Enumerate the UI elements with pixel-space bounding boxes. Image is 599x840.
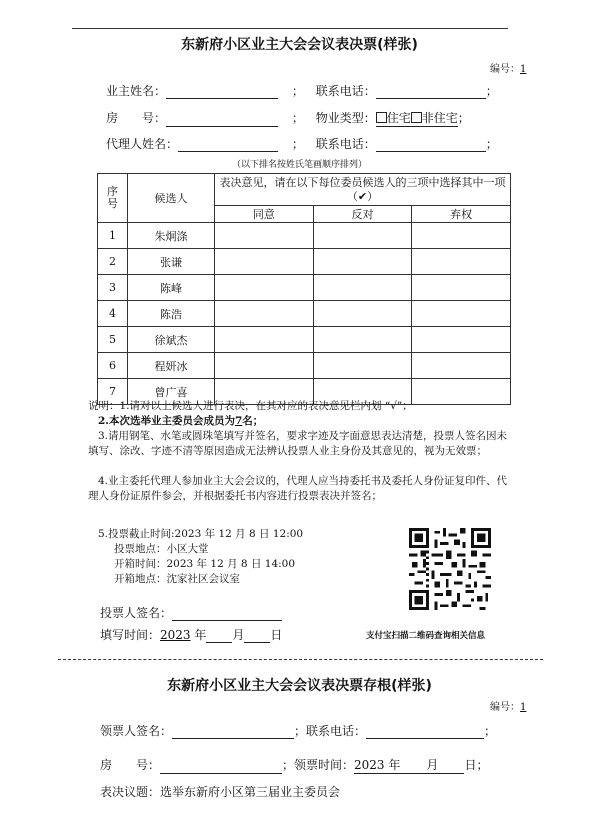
col-agree-header: 同意 (215, 206, 314, 223)
separator: ； (291, 84, 304, 98)
serial-label: 编号： (490, 64, 520, 75)
col-abstain-header: 弃权 (412, 206, 511, 223)
stub-serial-label: 编号： (490, 702, 520, 713)
agent-row (106, 135, 498, 152)
note-4: 4.业主委托代理人参加业主大会会议的，代理人应当持委托书及委托人身份证复印件、代理人身份证原件参会，并根据委托书内容进行投票表决并签名； (88, 475, 508, 502)
agent-name-field[interactable] (178, 139, 278, 152)
voting-place: 投票地点：小区大堂 (114, 543, 209, 555)
room-label: 房 号： (106, 111, 167, 125)
stub-room-field[interactable] (160, 761, 282, 774)
row-number: 2 (98, 249, 128, 275)
oppose-cell[interactable] (313, 275, 412, 301)
year-unit: 年 (388, 758, 401, 772)
agree-cell[interactable] (215, 249, 314, 275)
voter-signature-row (100, 604, 282, 621)
agent-phone-label: 联系电话： (315, 137, 376, 151)
candidate-name: 徐斌杰 (128, 327, 215, 353)
row-number: 3 (98, 275, 128, 301)
voting-deadline: 5.投票截止时间:2023 年 12 月 8 日 12:00 (98, 528, 304, 540)
receiver-phone-field[interactable] (366, 726, 484, 739)
row-number: 5 (98, 327, 128, 353)
separator: ； (291, 111, 304, 125)
table-row (98, 275, 511, 301)
col-opinion-header: 表决意见，请在以下每位委员候选人的三项中选择其中一项（✔） (215, 174, 511, 206)
oppose-cell[interactable] (313, 223, 412, 249)
agree-cell[interactable] (215, 275, 314, 301)
agree-cell[interactable] (215, 327, 314, 353)
receive-year: 2023 (354, 758, 385, 772)
owner-phone-label: 联系电话： (315, 84, 376, 98)
month-unit: 月 (232, 628, 245, 642)
committee-size: 7 (234, 415, 243, 427)
top-rule (72, 28, 508, 29)
col-oppose-header: 反对 (313, 206, 412, 223)
stub-room-row (100, 756, 488, 774)
year-unit: 年 (194, 628, 207, 642)
oppose-cell[interactable] (313, 249, 412, 275)
table-row (98, 353, 511, 379)
candidate-name: 陈峰 (128, 275, 215, 301)
oppose-cell[interactable] (313, 353, 412, 379)
property-type-label: 物业类型： (315, 111, 376, 125)
row-number: 6 (98, 353, 128, 379)
stub-receiver-row (100, 722, 496, 739)
serial-value: 1 (520, 64, 527, 75)
receiver-phone-label: ；联系电话： (294, 724, 367, 738)
candidate-name: 朱炯涤 (128, 223, 215, 249)
owner-phone-field[interactable] (376, 86, 486, 99)
ballot-table (97, 173, 511, 405)
box-opening-time: 开箱时间：2023 年 12 月 8 日 14:00 (114, 558, 296, 570)
non-residential-checkbox[interactable] (411, 112, 422, 123)
topic-label: 表决议题： (100, 785, 161, 799)
stub-serial-value: 1 (520, 702, 527, 713)
abstain-cell[interactable] (412, 301, 511, 327)
fill-date-row (100, 626, 282, 643)
serial-number (490, 60, 526, 75)
tear-line (58, 659, 543, 660)
voter-signature-label: 投票人签名： (100, 606, 173, 620)
receiver-signature-field[interactable] (172, 726, 294, 739)
topic-value: 选举东新府小区第三届业主委员会 (160, 785, 341, 799)
room-row (106, 109, 470, 127)
receiver-signature-label: 领票人签名： (100, 724, 173, 738)
table-row (98, 249, 511, 275)
separator: ； (484, 724, 497, 738)
candidate-name: 曾广喜 (128, 379, 215, 405)
owner-name-row (106, 82, 498, 99)
fill-date-label: 填写时间： (100, 628, 161, 642)
note-1: 说明：1.请对以上候选人进行表决，在其对应的表决意见栏内划 “√”； (88, 400, 413, 412)
separator: ； (485, 84, 498, 98)
stub-topic-row (100, 783, 340, 800)
candidate-name: 程妍冰 (128, 353, 215, 379)
table-row (98, 327, 511, 353)
non-residential-option: 非住宅 (421, 111, 458, 125)
oppose-cell[interactable] (313, 301, 412, 327)
note-2 (98, 414, 508, 429)
separator: ； (291, 137, 304, 151)
agree-cell[interactable] (215, 223, 314, 249)
row-number: 7 (98, 379, 128, 405)
sort-note: （以下排名按姓氏笔画顺序排列） (231, 160, 367, 170)
fill-year: 2023 (160, 628, 191, 642)
agent-phone-field[interactable] (376, 139, 486, 152)
qr-caption: 支付宝扫描二维码查询相关信息 (366, 631, 486, 641)
box-opening-place: 开箱地点：沈家社区会议室 (114, 573, 240, 585)
stub-serial-number (490, 698, 526, 713)
table-row (98, 223, 511, 249)
separator: ； (457, 111, 470, 125)
abstain-cell[interactable] (412, 327, 511, 353)
voter-signature-field[interactable] (172, 608, 282, 621)
stub-room-label: 房 号： (100, 758, 161, 772)
stub-title: 东新府小区业主大会会议表决票存根(样张) (167, 678, 432, 694)
note-3: 3.请用钢笔、水笔或圆珠笔填写并签名，要求字迹及字面意思表达清楚，投票人签名因未填写、涂改、字迹不清等原因造成无法辨认投票人业主身份及其意见的，视为无效票； (88, 430, 508, 457)
residential-option: 住宅 (386, 111, 411, 125)
fill-month-field[interactable] (206, 630, 232, 643)
abstain-cell[interactable] (412, 275, 511, 301)
note-2-suffix: 名； (242, 415, 264, 427)
day-unit: 日 (270, 628, 283, 642)
table-row (98, 301, 511, 327)
agree-cell[interactable] (215, 301, 314, 327)
owner-name-field[interactable] (166, 86, 278, 99)
agree-cell[interactable] (215, 353, 314, 379)
room-field[interactable] (166, 114, 278, 127)
day-unit: 日； (464, 758, 489, 772)
residential-checkbox[interactable] (376, 112, 387, 123)
abstain-cell[interactable] (412, 223, 511, 249)
agent-name-label: 代理人姓名： (106, 137, 179, 151)
month-unit: 月 (426, 758, 439, 772)
col-candidate-header: 候选人 (128, 174, 215, 223)
separator: ； (485, 137, 498, 151)
abstain-cell[interactable] (412, 353, 511, 379)
ballot-title: 东新府小区业主大会会议表决票(样张) (181, 37, 418, 53)
oppose-cell[interactable] (313, 327, 412, 353)
abstain-cell[interactable] (412, 249, 511, 275)
note-2-prefix: 2.本次选举业主委员会成员为 (98, 415, 235, 427)
receive-time-label: ；领票时间： (282, 758, 355, 772)
qr-code[interactable] (409, 528, 491, 610)
candidate-name: 张谦 (128, 249, 215, 275)
candidate-name: 陈浩 (128, 301, 215, 327)
row-number: 1 (98, 223, 128, 249)
owner-name-label: 业主姓名： (106, 84, 167, 98)
row-number: 4 (98, 301, 128, 327)
col-number-header: 序号 (98, 174, 128, 223)
fill-day-field[interactable] (244, 630, 270, 643)
